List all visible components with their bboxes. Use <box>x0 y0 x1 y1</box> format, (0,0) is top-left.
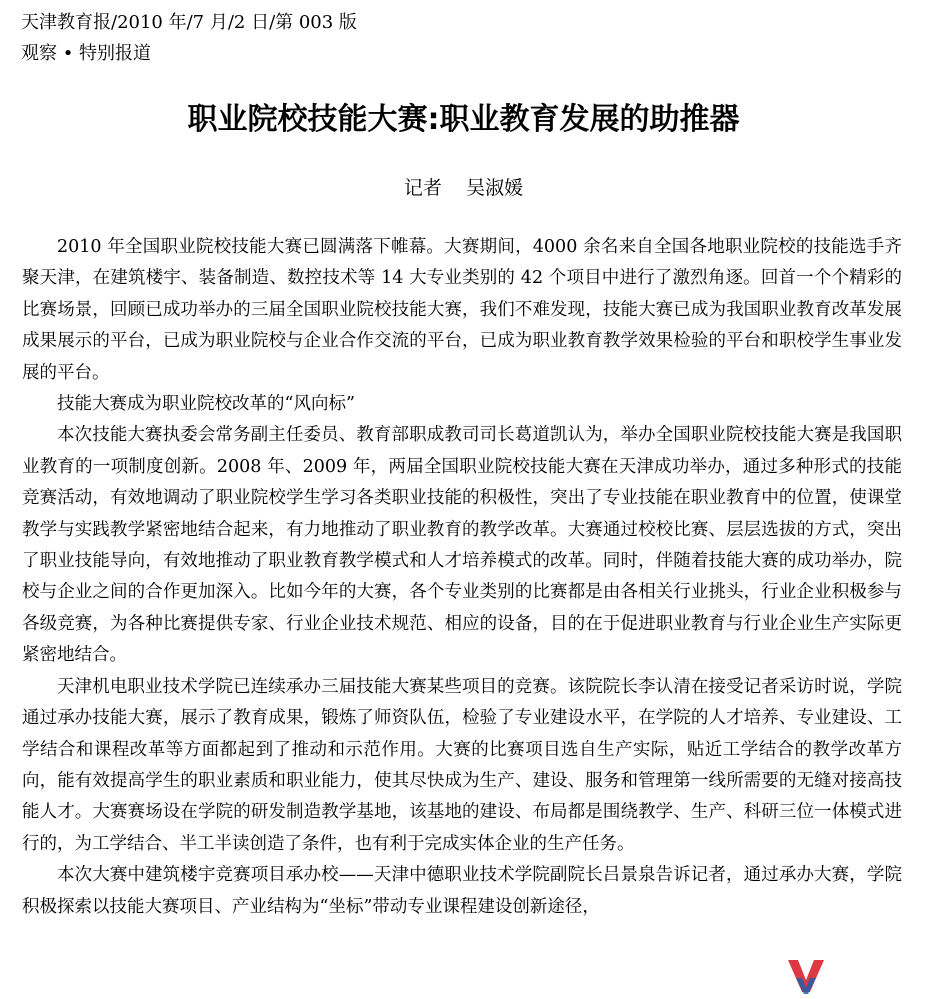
paragraph: 本次技能大赛执委会常务副主任委员、教育部职成教司司长葛道凯认为，举办全国职业院校技能大赛是我国职业教育的一项制度创新。2008 年、2009 年，两届全国职业院校技能大赛在天津成功举办，通过多种形式的技能竞赛活动，有效地调动了职业院校学生学习各类职业技能的积极性，突出了专业技能在职业教育中的位置，使课堂教学与实践教学紧密地结合起来，有力地推动了职业教育的教学改革。大赛通过校校比赛、层层选拔的方式，突出了职业技能导向，有效地推动了职业教育教学模式和人才培养模式的改革。同时，伴随着技能大赛的成功举办，院校与企业之间的合作更加深入。比如今年的大赛，各个专业类别的比赛都是由各相关行业挑头，行业企业积极参与各级竞赛，为各种比赛提供专家、行业企业技术规范、相应的设备，目的在于促进职业教育与行业企业生产实际更紧密地结合。 <box>22 425 902 666</box>
logo-watermark-icon <box>786 958 826 994</box>
byline: 记者 吴淑媛 <box>403 177 524 199</box>
paragraph: 本次大赛中建筑楼宇竞赛项目承办校——天津中德职业技术学院副院长吕景泉告诉记者，通过承办大赛，学院积极探索以技能大赛项目、产业结构为“坐标”带动专业课程建设创新途径， <box>22 865 902 917</box>
column-line: 观察 • 特别报道 <box>21 43 152 64</box>
article-body <box>22 232 902 923</box>
section-heading: 技能大赛成为职业院校改革的“风向标” <box>57 394 355 415</box>
paragraph: 2010 年全国职业院校技能大赛已圆满落下帷幕。大赛期间，4000 余名来自全国各地职业院校的技能选手齐聚天津，在建筑楼宇、装备制造、数控技术等 14 大专业类别的 42 个项目中进行了激烈角逐。回首一个个精彩的比赛场景，回顾已成功举办的三届全国职业院校技能大赛，我们不难发现，技能大赛已成为我国职业教育改革发展成果展示的平台，已成为职业院校与企业合作交流的平台，已成为职业教育教学效果检验的平台和职校学生事业发展的平台。 <box>22 237 902 383</box>
paragraph: 天津机电职业技术学院已连续承办三届技能大赛某些项目的竞赛。该院院长李认清在接受记者采访时说，学院通过承办技能大赛，展示了教育成果，锻炼了师资队伍，检验了专业建设水平，在学院的人才培养、专业建设、工学结合和课程改革等方面都起到了推动和示范作用。大赛的比赛项目选自生产实际，贴近工学结合的教学改革方向，能有效提高学生的职业素质和职业能力，使其尽快成为生产、建设、服务和管理第一线所需要的无缝对接高技能人才。大赛赛场设在学院的研发制造教学基地，该基地的建设、布局都是围绕教学、生产、科研三位一体模式进行的，为工学结合、半工半读创造了条件，也有利于完成实体企业的生产任务。 <box>22 676 902 854</box>
source-line: 天津教育报/2010 年/7 月/2 日/第 003 版 <box>21 12 357 33</box>
article-title: 职业院校技能大赛:职业教育发展的助推器 <box>187 102 740 137</box>
